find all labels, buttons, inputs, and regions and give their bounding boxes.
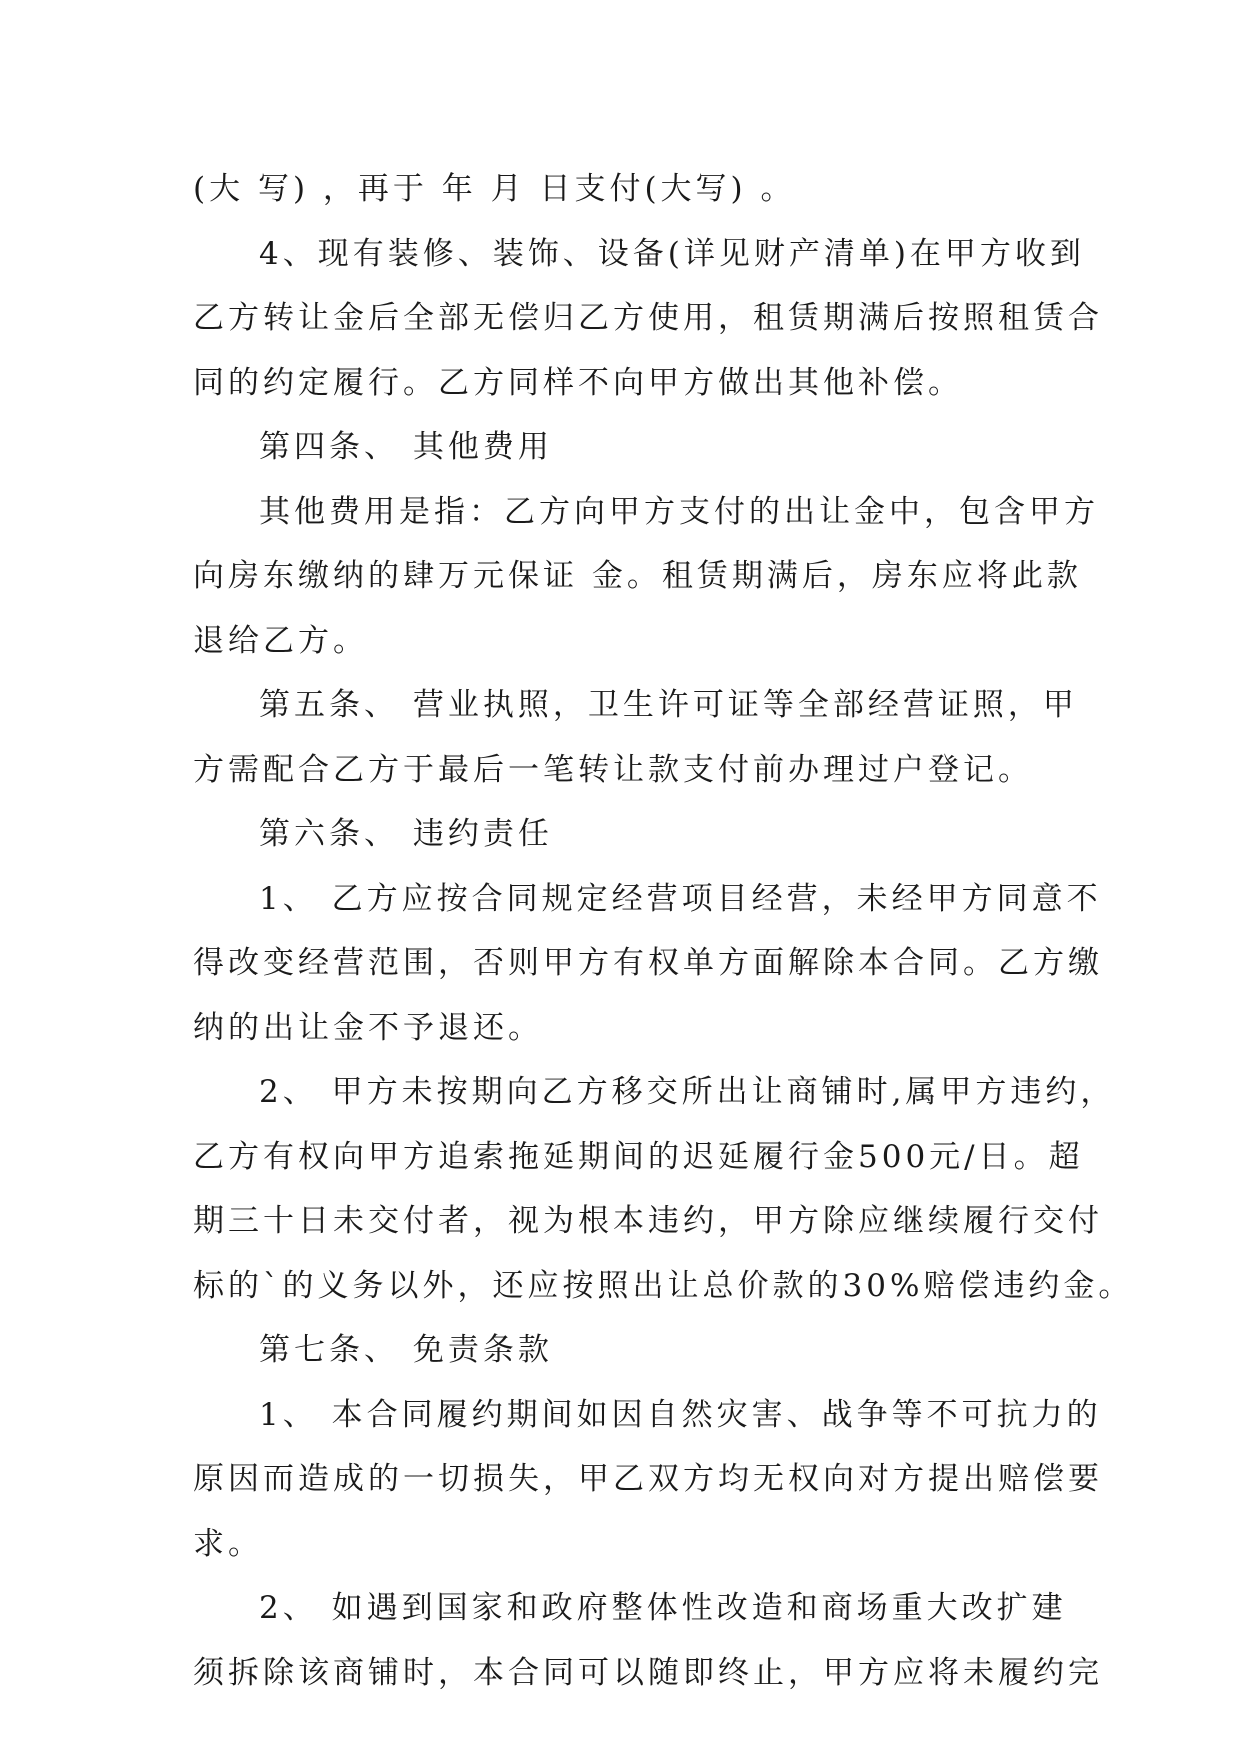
text-line: 须拆除该商铺时，本合同可以随即终止，甲方应将未履约完 bbox=[193, 1654, 1103, 1691]
text-line: 乙方转让金后全部无偿归乙方使用，租赁期满后按照租赁合 bbox=[193, 300, 1103, 336]
text-line: 向房东缴纳的肆万元保证 金。租赁期满后，房东应将此款 bbox=[193, 558, 1082, 594]
text-line: 得改变经营范围，否则甲方有权单方面解除本合同。乙方缴 bbox=[193, 945, 1103, 981]
text-line: 乙方有权向甲方追索拖延期间的迟延履行金500元/日。超 bbox=[193, 1138, 1084, 1175]
text-line: 同的约定履行。乙方同样不向甲方做出其他补偿。 bbox=[193, 364, 963, 401]
text-line: 2、 如遇到国家和政府整体性改造和商场重大改扩建 bbox=[259, 1590, 1067, 1626]
text-line: 1、 本合同履约期间如因自然灾害、战争等不可抗力的 bbox=[259, 1396, 1102, 1433]
section-heading-article-4: 第四条、 其他费用 bbox=[259, 429, 553, 465]
text-line: 退给乙方。 bbox=[193, 622, 368, 659]
text-line: 纳的出让金不予退还。 bbox=[193, 1009, 543, 1046]
text-line: 原因而造成的一切损失，甲乙双方均无权向对方提出赔偿要 bbox=[193, 1461, 1103, 1497]
text-line: 标的`的义务以外，还应按照出让总价款的30%赔偿违约金。 bbox=[193, 1267, 1134, 1304]
contract-body-text bbox=[193, 157, 1134, 1705]
text-line: (大 写) ，再于 年 月 日支付(大写) 。 bbox=[193, 171, 796, 207]
text-line: 期三十日未交付者，视为根本违约，甲方除应继续履行交付 bbox=[193, 1203, 1103, 1239]
text-line: 1、 乙方应按合同规定经营项目经营，未经甲方同意不 bbox=[259, 880, 1102, 917]
text-line: 方需配合乙方于最后一笔转让款支付前办理过户登记。 bbox=[193, 751, 1033, 788]
section-heading-article-7: 第七条、 免责条款 bbox=[259, 1332, 553, 1368]
text-line: 求。 bbox=[193, 1525, 263, 1562]
section-heading-article-5: 第五条、 营业执照，卫生许可证等全部经营证照，甲 bbox=[259, 687, 1078, 723]
text-line: 2、 甲方未按期向乙方移交所出让商铺时,属甲方违约， bbox=[259, 1074, 1116, 1110]
section-heading-article-6: 第六条、 违约责任 bbox=[259, 816, 553, 852]
text-line: 其他费用是指：乙方向甲方支付的出让金中，包含甲方 bbox=[259, 493, 1099, 530]
text-line: 4、现有装修、装饰、设备(详见财产清单)在甲方收到 bbox=[259, 235, 1085, 272]
